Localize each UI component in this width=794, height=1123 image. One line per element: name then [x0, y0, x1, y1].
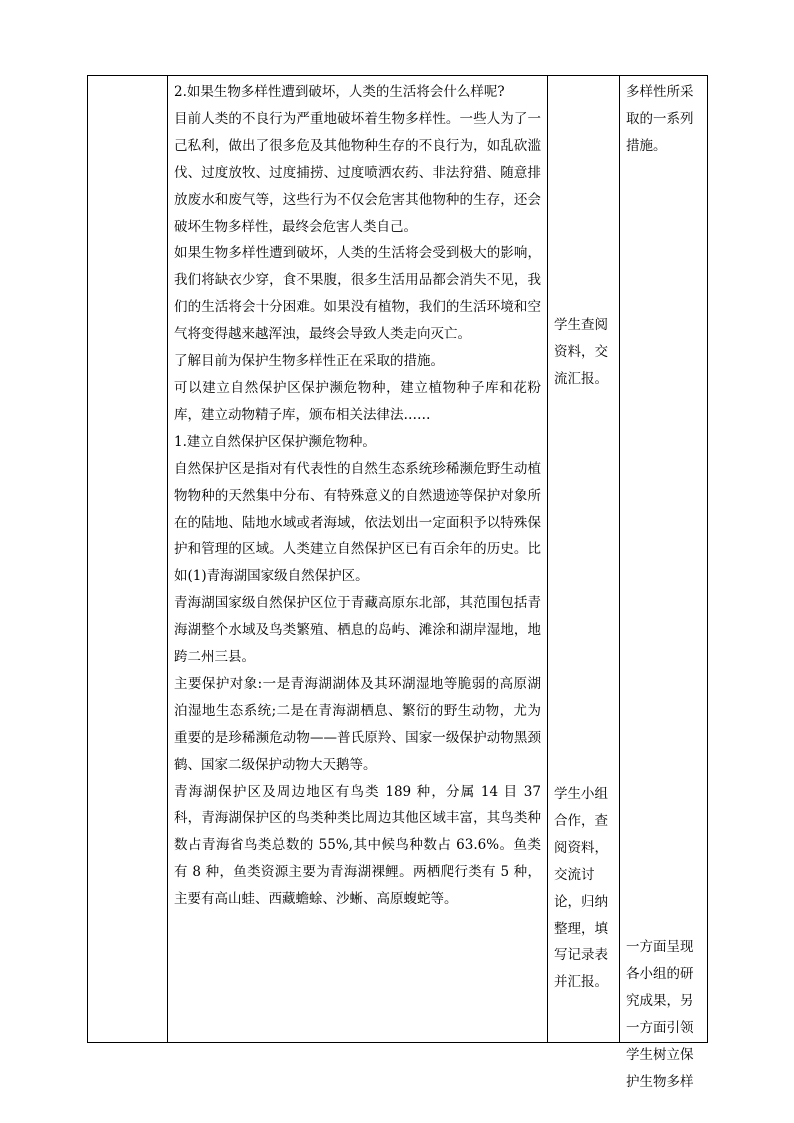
- teaching-content-cell: [168, 76, 548, 1043]
- design-intent-cell: [620, 76, 708, 1090]
- table-row: [88, 76, 708, 1043]
- design-intent-column: [620, 76, 707, 1090]
- student-activity-text: 学生小组合作，查阅资料，交流讨论，归纳整理，填写记录表并汇报。: [554, 786, 608, 991]
- content-paragraph: 可以建立自然保护区保护濒危物种，建立植物种子库和花粉库，建立动物精子库，颁布相关法律法……: [174, 379, 541, 423]
- design-intent-text: 多样性所采取的一系列措施。: [626, 84, 694, 154]
- teaching-content: [168, 76, 547, 913]
- content-paragraph: 自然保护区是指对有代表性的自然生态系统珍稀濒危野生动植物物种的天然集中分布、有特殊意义的自然遗迹等保护对象所在的陆地、陆地水域或者海域，依法划出一定面积予以特殊保护和管理的区域。人类建立自然保护区已有百余年的历史。比如(1)青海湖国家级自然保护区。: [174, 460, 541, 585]
- design-intent-text: 一方面呈现各小组的研究成果，另一方面引领学生树立保护生物多样: [626, 939, 694, 1090]
- student-activity-text: 学生查阅资料，交流汇报。: [554, 317, 608, 387]
- student-activity-cell: [548, 76, 620, 1043]
- student-activity-column: [548, 76, 619, 1042]
- lesson-plan-table: [87, 75, 708, 1090]
- stage-cell: [88, 76, 168, 1043]
- content-paragraph: 了解目前为保护生物多样性正在采取的措施。: [174, 353, 444, 370]
- content-paragraph: 青海湖保护区及周边地区有鸟类 189 种，分属 14 目 37 科，青海湖保护区的鸟类种类比周边其他区域丰富，其鸟类种数占青海省鸟类总数的 55%,其中候鸟种数占 63.6%。鱼类有 8 种，鱼类资源主要为青海湖裸鲤。两栖爬行类有 5 种，主要有高山蛙、西藏蟾蜍、沙蜥、高原蝮蛇等。: [174, 783, 541, 908]
- content-paragraph: 如果生物多样性遭到破坏，人类的生活将会受到极大的影响，我们将缺衣少穿，食不果腹，很多生活用品都会消失不见，我们的生活将会十分困难。如果没有植物，我们的生活环境和空气将变得越来越浑浊，最终会导致人类走向灭亡。: [174, 245, 541, 343]
- content-paragraph: 2.如果生物多样性遭到破坏，人类的生活将会什么样呢?: [174, 84, 505, 100]
- content-paragraph: 目前人类的不良行为严重地破坏着生物多样性。一些人为了一己私利，做出了很多危及其他物种生存的不良行为，如乱砍滥伐、过度放牧、过度捕捞、过度喷洒农药、非法狩猎、随意排放废水和废气等，这些行为不仅会危害其他物种的生存，还会破坏生物多样性，最终会危害人类自己。: [174, 110, 541, 235]
- content-paragraph: 青海湖国家级自然保护区位于青藏高原东北部，其范围包括青海湖整个水域及鸟类繁殖、栖息的岛屿、滩涂和湖岸湿地，地跨二州三县。: [174, 595, 541, 666]
- content-paragraph: 主要保护对象:一是青海湖湖体及其环湖湿地等脆弱的高原湖泊湿地生态系统;二是在青海湖栖息、繁衍的野生动物，尤为重要的是珍稀濒危动物——普氏原羚、国家一级保护动物黑颈鹤、国家二级保护动物大天鹅等。: [174, 675, 541, 773]
- content-paragraph: 1.建立自然保护区保护濒危物种。: [174, 433, 376, 450]
